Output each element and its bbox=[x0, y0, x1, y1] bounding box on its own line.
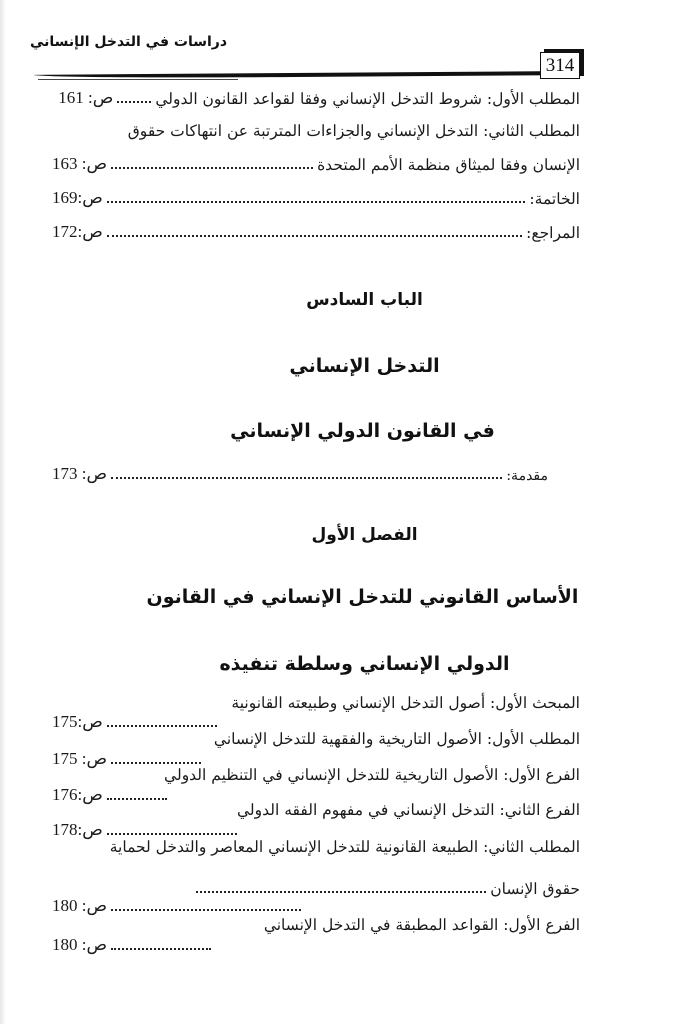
leader-dots bbox=[107, 235, 522, 237]
toc-entry-page: ص: 175 bbox=[52, 749, 108, 768]
toc-entry-page: ص:178 bbox=[52, 820, 103, 839]
toc-entry bbox=[52, 830, 580, 856]
leader-dots bbox=[111, 477, 502, 479]
toc-entry-label: حقوق الإنسان bbox=[490, 880, 580, 898]
part-title-line-1: التدخل الإنساني bbox=[289, 355, 440, 377]
chapter-title-line-1: الأساس القانوني للتدخل الإنساني في القانون bbox=[146, 586, 579, 608]
toc-entry-label: المطلب الأول: الأصول التاريخية والفقهية للتدخل الإنساني bbox=[213, 730, 580, 748]
leader-dots bbox=[107, 201, 526, 203]
toc-entry-label: المطلب الثاني: التدخل الإنساني والجزاءات المترتبة عن انتهاكات حقوق bbox=[127, 122, 580, 140]
toc-entry-page: ص: 173 bbox=[52, 464, 108, 483]
page-number: 314 bbox=[540, 52, 580, 79]
toc-entry bbox=[52, 148, 580, 174]
toc-entry-page: ص: 180 bbox=[52, 896, 108, 915]
toc-entry-label: المطلب الأول: شروط التدخل الإنساني وفقا لقواعد القانون الدولي bbox=[155, 90, 580, 108]
part-heading: الباب السادس bbox=[306, 290, 423, 310]
running-title: دراسات في التدخل الإنساني bbox=[30, 34, 228, 50]
leader-dots bbox=[117, 101, 151, 103]
toc-entry-page: ص: 161 bbox=[58, 88, 114, 107]
toc-entry-label: الخاتمة: bbox=[529, 190, 580, 208]
toc-entry-page: ص: 180 bbox=[52, 935, 108, 954]
toc-entry-page: ص:172 bbox=[52, 222, 103, 241]
chapter-title-line-2: الدولي الإنساني وسلطة تنفيذه bbox=[219, 653, 510, 675]
toc-entry bbox=[52, 114, 580, 140]
toc-entry bbox=[52, 182, 580, 208]
toc-entry-label: مقدمة: bbox=[506, 468, 548, 484]
toc-entry bbox=[52, 216, 580, 242]
toc-entry-page: ص: 163 bbox=[52, 154, 108, 173]
toc-entry-label: المراجع: bbox=[526, 224, 580, 242]
toc-entry-page: ص:176 bbox=[52, 785, 103, 804]
toc-entry-page: ص:175 bbox=[52, 712, 103, 731]
leader-dots bbox=[111, 167, 313, 169]
toc-entry-label: المطلب الثاني: الطبيعة القانونية للتدخل الإنساني المعاصر والتدخل لحماية bbox=[109, 838, 580, 856]
toc-entry bbox=[52, 458, 548, 484]
toc-entry-label: الفرع الأول: القواعد المطبقة في التدخل الإنساني bbox=[263, 916, 580, 934]
toc-entry-label: الفرع الأول: الأصول التاريخية للتدخل الإنساني في التنظيم الدولي bbox=[164, 766, 580, 784]
toc-entry bbox=[52, 82, 580, 108]
toc-entry-label: الفرع الثاني: التدخل الإنساني في مفهوم الفقه الدولي bbox=[237, 801, 580, 819]
header-rule-thin bbox=[38, 79, 238, 80]
leader-dots bbox=[111, 948, 211, 950]
page-gutter-shadow bbox=[0, 0, 6, 1024]
toc-entry-page-row bbox=[52, 929, 580, 955]
chapter-heading: الفصل الأول bbox=[311, 525, 418, 545]
toc-entry-label: المبحث الأول: أصول التدخل الإنساني وطبيعته القانونية bbox=[231, 694, 580, 712]
toc-entry-page: ص:169 bbox=[52, 188, 103, 207]
part-title-line-2: في القانون الدولي الإنساني bbox=[230, 420, 495, 442]
header-rule bbox=[34, 71, 554, 79]
toc-entry-label: الإنسان وفقا لميثاق منظمة الأمم المتحدة bbox=[317, 156, 580, 174]
